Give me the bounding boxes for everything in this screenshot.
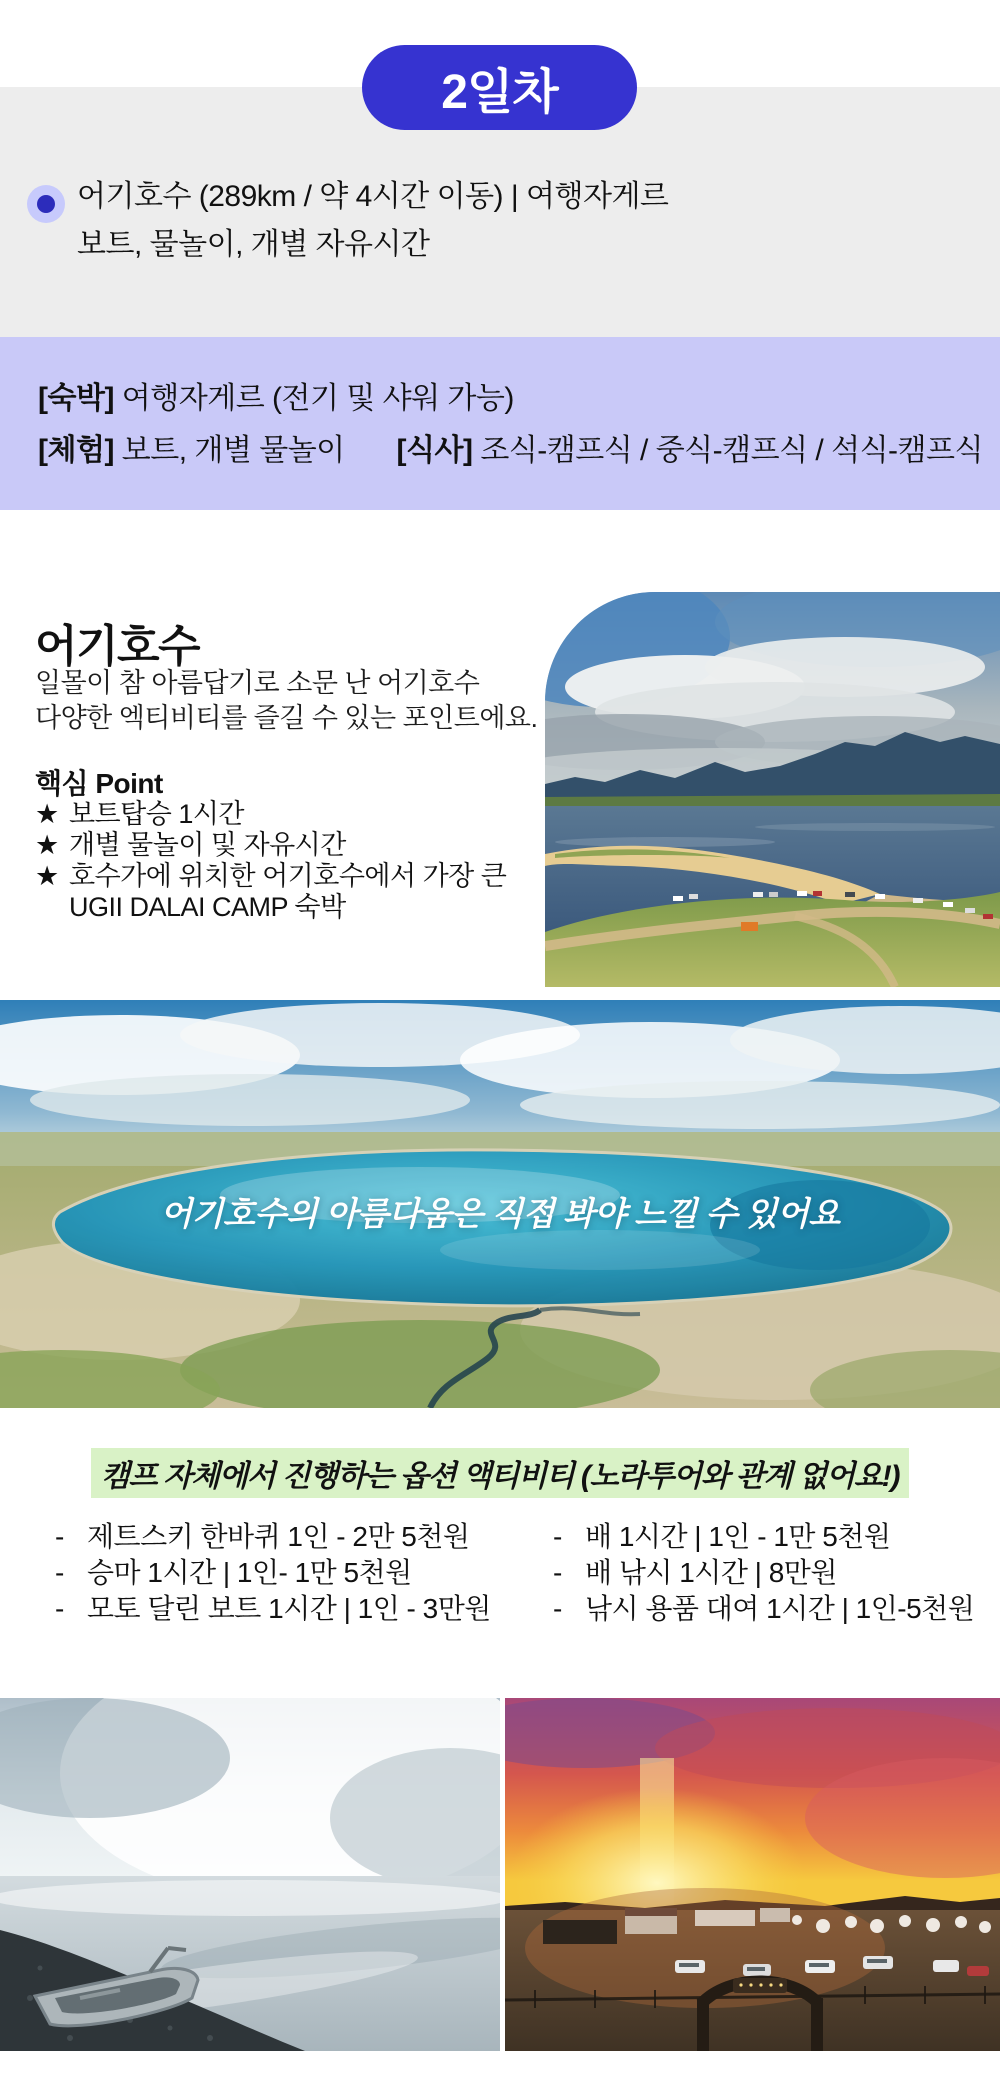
option-item [553,1555,974,1591]
key-point-text: 보트탑승 1시간 [69,799,245,829]
experience-meal-line [38,433,983,469]
itinerary-line-1: 어기호수 (289km / 약 4시간 이동) | 여행자게르 [77,180,669,213]
key-point-list [35,799,506,923]
boat-photo [0,1698,500,2051]
option-text: 낚시 용품 대여 1시간 | 1인-5천원 [585,1593,975,1624]
option-item [55,1519,491,1555]
timeline-bullet-icon [27,185,65,223]
option-item [55,1591,491,1627]
options-list-right [553,1519,974,1627]
lodging-info-section [0,337,1000,510]
star-icon: ★ [35,799,59,829]
option-text: 배 1시간 | 1인 - 1만 5천원 [585,1521,891,1552]
sunset-camp-photo [505,1698,1000,2051]
dash-bullet: - [553,1593,562,1624]
experience-label: [체험] [38,434,114,467]
option-text: 제트스키 한바퀴 1인 - 2만 5천원 [87,1521,470,1552]
key-point-title: 핵심 Point [35,768,163,799]
key-point-item [35,799,506,830]
meal-text: 조식-캠프식 / 중식-캠프식 / 석식-캠프식 [480,434,983,467]
sunset-camp-illustration [505,1698,1000,2051]
key-point-item [35,830,506,861]
option-text: 승마 1시간 | 1인- 1만 5천원 [87,1557,412,1588]
options-section [0,1448,1000,1498]
key-point-continuation: UGII DALAI CAMP 숙박 [69,892,346,922]
meal-label: [식사] [396,434,473,467]
experience-text: 보트, 개별 물놀이 [121,434,345,467]
dash-bullet: - [55,1593,64,1624]
lodging-label: [숙박] [38,382,114,415]
dash-bullet: - [55,1557,64,1588]
lake-desc-line-2: 다양한 엑티비티를 즐길 수 있는 포인트에요. [35,703,538,733]
timeline-bullet-dot-icon [37,195,55,213]
lodging-line [38,381,514,417]
key-point-item [35,861,506,892]
lake-photo [545,592,1000,987]
lake-description [35,666,537,736]
option-item [553,1591,974,1627]
key-point-text: 호수가에 위치한 어기호수에서 가장 큰 [69,861,507,891]
option-item [553,1519,974,1555]
hero-photo [0,1000,1000,1408]
lake-desc-line-1: 일몰이 참 아름답기로 소문 난 어기호수 [35,668,480,698]
lake-photo-illustration [545,592,1000,987]
dash-bullet: - [553,1521,562,1552]
day-badge: 2일차 [362,45,637,130]
dash-bullet: - [55,1521,64,1552]
option-text: 배 낚시 1시간 | 8만원 [585,1557,837,1588]
option-item [55,1555,491,1591]
key-point-text: 개별 물놀이 및 자유시간 [69,830,346,860]
boat-photo-illustration [0,1698,500,2051]
option-text: 모토 달린 보트 1시간 | 1인 - 3만원 [87,1593,491,1624]
orange-hut-icon [741,922,758,931]
star-icon: ★ [35,830,59,860]
lake-section-title: 어기호수 [35,622,200,671]
star-icon: ★ [35,861,59,891]
itinerary-line-2: 보트, 물놀이, 개별 자유시간 [77,228,430,261]
options-heading: 캠프 자체에서 진행하는 옵션 액티비티 (노라투어와 관계 없어요!) [91,1448,910,1498]
dash-bullet: - [553,1557,562,1588]
lodging-text: 여행자게르 (전기 및 샤워 가능) [121,382,514,415]
hero-caption: 어기호수의 아름다움은 직접 봐야 느낄 수 있어요 [160,1195,840,1232]
options-list-left [55,1519,491,1627]
